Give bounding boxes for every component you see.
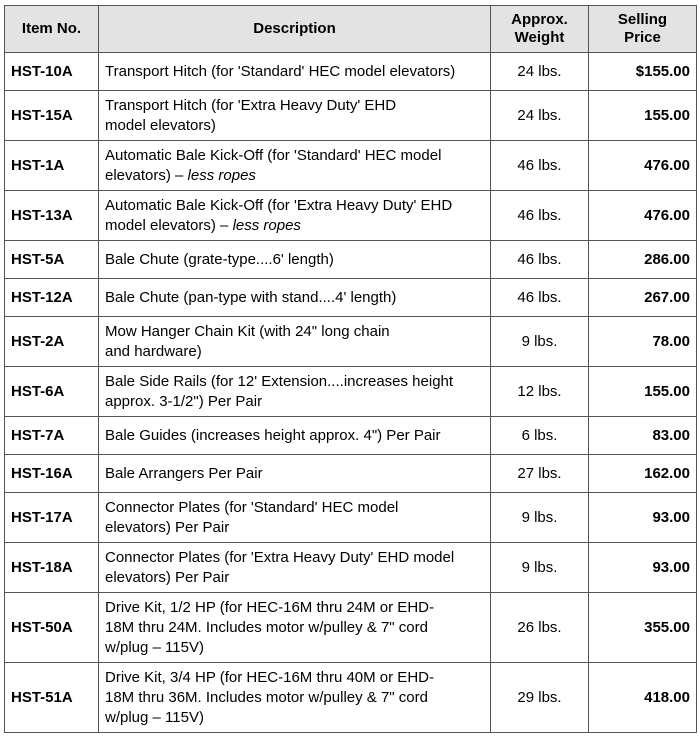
table-row	[5, 367, 697, 417]
table-row	[5, 663, 697, 733]
item-price: 155.00	[589, 91, 697, 141]
description-line	[105, 518, 484, 538]
description-line	[105, 196, 484, 216]
header-weight-line: Weight	[514, 29, 565, 46]
description-text: Transport Hitch (for 'Standard' HEC model elevators)	[105, 62, 456, 80]
item-number: HST-16A	[5, 455, 99, 493]
description-text: model elevators)	[105, 116, 216, 134]
description-text: Automatic Bale Kick-Off (for 'Standard' HEC model	[105, 146, 442, 164]
item-weight: 9 lbs.	[491, 317, 589, 367]
item-weight: 27 lbs.	[491, 455, 589, 493]
header-price-line: Price	[624, 29, 661, 46]
item-weight: 24 lbs.	[491, 91, 589, 141]
description-text: Drive Kit, 3/4 HP (for HEC-16M thru 40M or EHD-	[105, 668, 434, 686]
header-row	[5, 6, 697, 53]
description-line	[105, 166, 484, 186]
item-number: HST-13A	[5, 191, 99, 241]
item-description	[99, 191, 491, 241]
item-description	[99, 279, 491, 317]
item-price: 78.00	[589, 317, 697, 367]
item-number: HST-51A	[5, 663, 99, 733]
item-price: 476.00	[589, 141, 697, 191]
description-text: 18M thru 36M. Includes motor w/pulley & 7" cord	[105, 688, 428, 706]
item-price: 83.00	[589, 417, 697, 455]
item-description	[99, 53, 491, 91]
item-price: $155.00	[589, 53, 697, 91]
item-weight: 6 lbs.	[491, 417, 589, 455]
description-line	[105, 216, 484, 236]
description-line	[105, 250, 484, 270]
description-line	[105, 392, 484, 412]
item-price: 93.00	[589, 493, 697, 543]
description-line	[105, 568, 484, 588]
price-list-table	[4, 5, 697, 733]
item-number: HST-2A	[5, 317, 99, 367]
item-weight: 46 lbs.	[491, 241, 589, 279]
item-description	[99, 91, 491, 141]
item-description	[99, 241, 491, 279]
description-text: Connector Plates (for 'Extra Heavy Duty' EHD model	[105, 548, 455, 566]
description-line	[105, 372, 484, 392]
description-text: elevators) Per Pair	[105, 518, 230, 536]
item-price: 476.00	[589, 191, 697, 241]
item-description	[99, 663, 491, 733]
description-text: Bale Side Rails (for 12' Extension....increases height	[105, 372, 454, 390]
item-number: HST-12A	[5, 279, 99, 317]
description-line	[105, 688, 484, 708]
description-line	[105, 598, 484, 618]
description-text: 18M thru 24M. Includes motor w/pulley & 7" cord	[105, 618, 428, 636]
item-number: HST-7A	[5, 417, 99, 455]
description-line	[105, 62, 484, 82]
description-text: Bale Guides (increases height approx. 4") Per Pair	[105, 426, 441, 444]
description-line	[105, 116, 484, 136]
description-line	[105, 498, 484, 518]
description-text: elevators) Per Pair	[105, 568, 230, 586]
description-text: Bale Chute (pan-type with stand....4' length)	[105, 288, 397, 306]
table-row	[5, 91, 697, 141]
item-description	[99, 417, 491, 455]
item-description	[99, 455, 491, 493]
table-row	[5, 191, 697, 241]
description-line	[105, 146, 484, 166]
description-line	[105, 426, 484, 446]
item-price: 418.00	[589, 663, 697, 733]
description-line	[105, 464, 484, 484]
table-row	[5, 593, 697, 663]
description-text: model elevators) –	[105, 216, 233, 234]
table-row	[5, 53, 697, 91]
description-text: and hardware)	[105, 342, 202, 360]
description-text: w/plug – 115V)	[105, 708, 204, 726]
item-description	[99, 141, 491, 191]
item-number: HST-15A	[5, 91, 99, 141]
item-number: HST-5A	[5, 241, 99, 279]
item-number: HST-10A	[5, 53, 99, 91]
description-text: Drive Kit, 1/2 HP (for HEC-16M thru 24M or EHD-	[105, 598, 434, 616]
item-weight: 24 lbs.	[491, 53, 589, 91]
description-text: Mow Hanger Chain Kit (with 24" long chain	[105, 322, 390, 340]
item-weight: 46 lbs.	[491, 141, 589, 191]
item-number: HST-50A	[5, 593, 99, 663]
item-price: 93.00	[589, 543, 697, 593]
table-row	[5, 141, 697, 191]
description-note: less ropes	[232, 216, 301, 234]
description-text: Automatic Bale Kick-Off (for 'Extra Heavy Duty' EHD	[105, 196, 453, 214]
description-text: Bale Chute (grate-type....6' length)	[105, 250, 334, 268]
item-description	[99, 493, 491, 543]
description-text: Connector Plates (for 'Standard' HEC model	[105, 498, 399, 516]
description-text: Bale Arrangers Per Pair	[105, 464, 263, 482]
table-row	[5, 455, 697, 493]
table-row	[5, 241, 697, 279]
item-number: HST-1A	[5, 141, 99, 191]
description-text: Transport Hitch (for 'Extra Heavy Duty' EHD	[105, 96, 397, 114]
item-number: HST-17A	[5, 493, 99, 543]
header-weight-line: Approx.	[511, 11, 568, 28]
item-weight: 12 lbs.	[491, 367, 589, 417]
description-line	[105, 618, 484, 638]
description-line	[105, 288, 484, 308]
item-price: 355.00	[589, 593, 697, 663]
item-number: HST-6A	[5, 367, 99, 417]
header-item: Item No.	[5, 6, 99, 53]
item-weight: 46 lbs.	[491, 191, 589, 241]
item-price: 267.00	[589, 279, 697, 317]
item-description	[99, 543, 491, 593]
table-row	[5, 493, 697, 543]
description-line	[105, 96, 484, 116]
item-weight: 9 lbs.	[491, 493, 589, 543]
description-note: less ropes	[187, 166, 256, 184]
item-price: 162.00	[589, 455, 697, 493]
description-line	[105, 342, 484, 362]
item-weight: 46 lbs.	[491, 279, 589, 317]
description-line	[105, 322, 484, 342]
table-row	[5, 279, 697, 317]
item-weight: 9 lbs.	[491, 543, 589, 593]
item-description	[99, 317, 491, 367]
description-line	[105, 638, 484, 658]
description-line	[105, 668, 484, 688]
item-price: 155.00	[589, 367, 697, 417]
item-weight: 26 lbs.	[491, 593, 589, 663]
header-price	[589, 6, 697, 53]
description-text: w/plug – 115V)	[105, 638, 204, 656]
item-price: 286.00	[589, 241, 697, 279]
table-row	[5, 317, 697, 367]
table-row	[5, 417, 697, 455]
table-row	[5, 543, 697, 593]
item-description	[99, 593, 491, 663]
header-description: Description	[99, 6, 491, 53]
description-line	[105, 548, 484, 568]
description-text: approx. 3-1/2") Per Pair	[105, 392, 263, 410]
item-weight: 29 lbs.	[491, 663, 589, 733]
header-price-line: Selling	[617, 11, 668, 28]
item-description	[99, 367, 491, 417]
description-text: elevators) –	[105, 166, 188, 184]
description-line	[105, 708, 484, 728]
header-weight	[491, 6, 589, 53]
item-number: HST-18A	[5, 543, 99, 593]
